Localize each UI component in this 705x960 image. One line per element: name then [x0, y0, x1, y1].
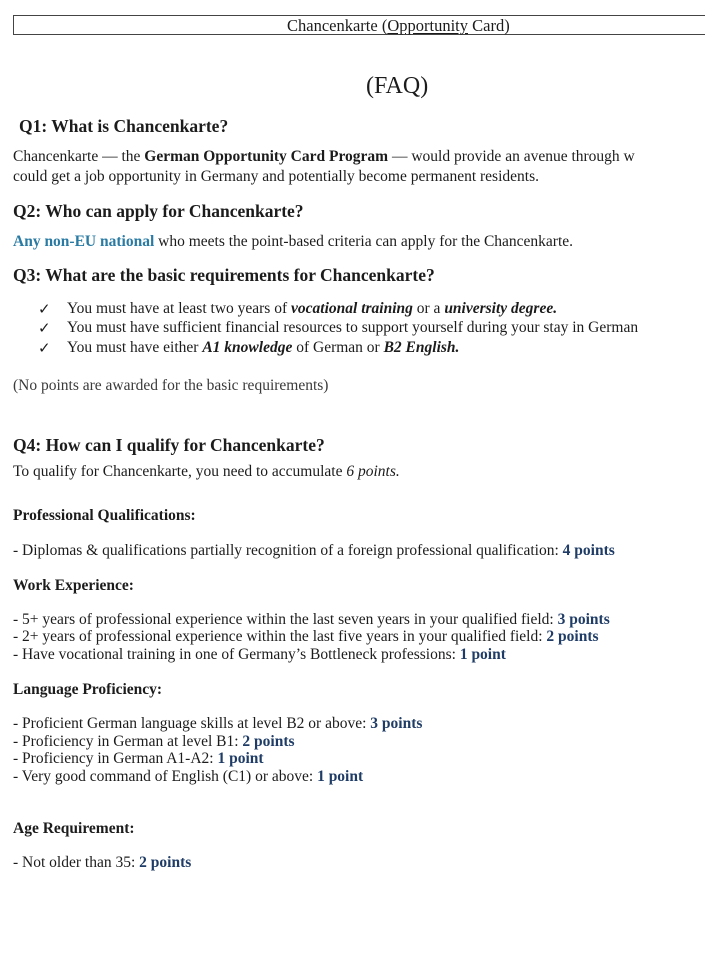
q4-intro — [13, 463, 400, 481]
title-prefix: Chancenkarte ( — [287, 16, 388, 35]
requirement-item-3 — [67, 339, 459, 357]
item-text: - 5+ years of professional experience within the last seven years in your qualified field: — [13, 611, 558, 628]
work-item-3 — [13, 646, 506, 663]
title-underlined: Opportunity — [387, 16, 468, 35]
q1-answer-line2: could get a job opportunity in Germany and potentially become permanent residents. — [13, 168, 539, 185]
item-text: - Diplomas & qualifications partially recognition of a foreign professional qualification: — [13, 542, 563, 559]
item-text: - Proficient German language skills at level B2 or above: — [13, 715, 371, 732]
professional-item-1 — [13, 542, 615, 560]
req3-b2: B2 English. — [383, 339, 460, 356]
age-heading: Age Requirement: — [13, 820, 135, 837]
work-heading: Work Experience: — [13, 577, 134, 594]
q4-intro-a: To qualify for Chancenkarte, you need to accumulate — [13, 463, 347, 480]
item-text: - Very good command of English (C1) or above: — [13, 768, 318, 785]
work-item-1 — [13, 611, 610, 628]
requirement-item-1 — [67, 300, 557, 318]
q2-answer — [13, 233, 573, 251]
document-title — [287, 16, 510, 36]
req3-text-a: You must have either — [67, 339, 203, 356]
req3-text-c: of German or — [292, 339, 384, 356]
q4-question: Q4: How can I qualify for Chancenkarte? — [13, 435, 325, 455]
points-value: 4 points — [562, 542, 615, 559]
item-text: - Proficiency in German at level B1: — [13, 733, 243, 750]
eligibility-highlight: Any non-EU national — [13, 233, 155, 250]
q2-answer-rest: who meets the point-based criteria can apply for the Chancenkarte. — [154, 233, 574, 250]
work-item-2 — [13, 628, 599, 645]
points-value: 1 point — [459, 646, 506, 663]
requirement-item-2: You must have sufficient financial resources to support yourself during your stay in German — [67, 319, 639, 336]
req1-vocational: vocational training — [291, 300, 413, 317]
req3-a1: A1 knowledge — [202, 339, 293, 356]
req1-text-c: or a — [412, 300, 445, 317]
checkmark-icon: ✓ — [38, 302, 51, 318]
q1-answer-line1 — [13, 148, 635, 166]
req1-degree: university degree. — [444, 300, 558, 317]
title-suffix: Card) — [468, 16, 510, 35]
professional-heading: Professional Qualifications: — [13, 507, 196, 524]
q3-question: Q3: What are the basic requirements for Chancenkarte? — [13, 265, 435, 285]
item-text: - 2+ years of professional experience within the last five years in your qualified field: — [13, 628, 547, 645]
q1-text-b: — would provide an avenue through w — [388, 148, 635, 165]
item-text: - Have vocational training in one of Germany’s Bottleneck professions: — [13, 646, 460, 663]
checkmark-icon: ✓ — [38, 341, 51, 357]
points-value: 2 points — [242, 733, 295, 750]
language-item-3 — [13, 750, 264, 767]
points-value: 3 points — [557, 611, 610, 628]
faq-heading: (FAQ) — [366, 73, 429, 99]
item-text: - Proficiency in German A1-A2: — [13, 750, 218, 767]
points-value: 3 points — [370, 715, 423, 732]
item-text: - Not older than 35: — [13, 854, 140, 871]
language-item-2 — [13, 733, 295, 750]
points-value: 1 point — [217, 750, 264, 767]
language-item-4 — [13, 768, 363, 785]
points-value: 1 point — [317, 768, 364, 785]
age-item-1 — [13, 854, 191, 872]
req1-text-a: You must have at least two years of — [67, 300, 292, 317]
checkmark-icon: ✓ — [38, 321, 51, 337]
basic-requirements-note: (No points are awarded for the basic requirements) — [13, 377, 329, 394]
q1-question: Q1: What is Chancenkarte? — [19, 116, 229, 136]
points-value: 2 points — [546, 628, 599, 645]
points-value: 2 points — [139, 854, 192, 871]
language-heading: Language Proficiency: — [13, 681, 163, 698]
language-item-1 — [13, 715, 422, 732]
program-name: German Opportunity Card Program — [144, 148, 389, 165]
q2-question: Q2: Who can apply for Chancenkarte? — [13, 201, 304, 221]
q4-points-required: 6 points. — [346, 463, 400, 480]
q1-text-a: Chancenkarte — the — [13, 148, 145, 165]
